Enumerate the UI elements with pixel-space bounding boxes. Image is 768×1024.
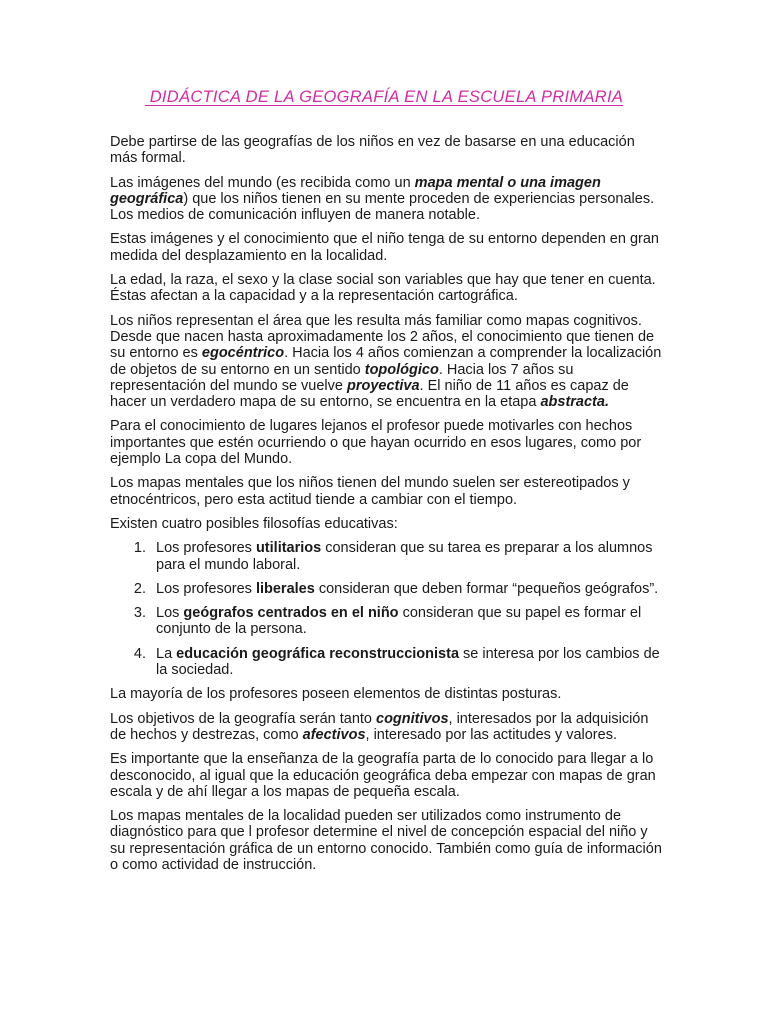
text-run: Existen cuatro posibles filosofías educativas: [110,515,398,532]
text-run: , interesados por la adquisición de hechos y destrezas, como [110,710,649,743]
emphasis-term: abstracta. [540,394,609,411]
text-run: Los mapas mentales de la localidad pueden ser utilizados como instrumento de diagnóstico para que l profesor determine el nivel de concepción espacial del niño y su representación gráfica de un entorno conocido. También como guía de información o como actividad de instrucción. [110,808,662,873]
emphasis-term: afectivos [302,726,366,743]
text-run: , interesado por las actitudes y valores. [365,726,617,743]
text-run: Es importante que la enseñanza de la geografía parta de lo conocido para llegar a lo desconocido, al igual que la educación geográfica deba empezar con mapas de gran escala y de ahí llegar a los mapas de pequeña escala. [110,751,656,800]
paragraph [110,418,666,467]
text-run: Los profesores [156,540,256,557]
paragraph [110,475,666,508]
emphasis-term: proyectiva [346,377,420,394]
list-item-text [156,605,666,638]
philosophies-list [110,540,666,678]
list-item [110,646,666,679]
text-run: . Hacia los 4 años comienzan a comprender la localización de objetos de su entorno en un sentido [110,345,662,378]
paragraph [110,134,666,167]
paragraph [110,313,666,411]
paragraphs-before-list [110,134,666,532]
text-run: Los objetivos de la geografía serán tanto [110,710,377,727]
emphasis-term: cognitivos [376,710,449,727]
text-run: consideran que su tarea es preparar a los alumnos para el mundo laboral. [156,540,653,573]
emphasis-term: topológico [364,361,439,378]
list-item-text [156,646,666,679]
list-item-text [156,540,666,573]
text-run: . El niño de 11 años es capaz de hacer un verdadero mapa de su entorno, se encuentra en la etapa [110,377,629,411]
paragraph [110,175,666,224]
list-item [110,605,666,638]
list-item [110,581,666,597]
text-run: Para el conocimiento de lugares lejanos el profesor puede motivarles con hechos importantes que estén ocurriendo o que hayan ocurrido en esos lugares, como por ejemplo La copa del Mundo. [110,418,642,468]
text-run: consideran que deben formar “pequeños geógrafos”. [314,580,659,597]
list-item [110,540,666,573]
list-number: 4. [133,645,146,662]
text-run: Los profesores [156,580,256,597]
paragraph [110,808,666,873]
paragraph [110,231,666,264]
text-run: La [156,645,177,662]
text-run: Los niños representan el área que les resulta más familiar como mapas cognitivos. Desde que nacen hasta aproximadamente los 2 años, el conocimiento que tienen de su entorno es [110,312,655,362]
text-run: La edad, la raza, el sexo y la clase social son variables que hay que tener en cuenta. Éstas afectan a la capacidad y a la representación cartográfica. [110,272,656,305]
document-body [110,134,666,881]
list-number: 3. [133,605,146,622]
list-number: 1. [133,540,146,557]
emphasis-term: utilitarios [255,540,322,557]
document-title: DIDÁCTICA DE LA GEOGRAFÍA EN LA ESCUELA PRIMARIA [144,88,624,106]
text-run: Los mapas mentales que los niños tienen del mundo suelen ser estereotipados y etnocéntricos, pero esta actitud tiende a cambiar con el tiempo. [110,475,630,508]
emphasis-term: geógrafos centrados en el niño [183,605,399,622]
emphasis-term: egocéntrico [201,345,285,362]
text-run: La mayoría de los profesores poseen elementos de distintas posturas. [110,686,562,703]
paragraph [110,686,666,702]
text-run: ) que los niños tienen en su mente proceden de experiencias personales. Los medios de comunicación influyen de manera notable. [110,190,655,224]
list-number: 2. [133,580,146,597]
paragraph [110,751,666,800]
paragraphs-after-list [110,686,666,873]
text-run: Los [156,605,184,622]
paragraph [110,272,666,305]
text-run: . Hacia los 7 años su representación del mundo se vuelve [110,361,574,394]
paragraph [110,516,666,532]
list-item-text [156,581,666,597]
text-run: consideran que su papel es formar el conjunto de la persona. [156,605,642,638]
text-run: Las imágenes del mundo (es recibida como un [110,174,415,191]
emphasis-term: mapa mental o una imagen geográfica [110,174,601,207]
text-run: Estas imágenes y el conocimiento que el niño tenga de su entorno dependen en gran medida del desplazamiento en la localidad. [110,231,659,264]
emphasis-term: liberales [255,580,315,597]
text-run: Debe partirse de las geografías de los niños en vez de basarse en una educación más formal. [110,134,635,167]
paragraph [110,711,666,744]
text-run: se interesa por los cambios de la sociedad. [156,645,660,679]
emphasis-term: educación geográfica reconstruccionista [176,645,460,662]
